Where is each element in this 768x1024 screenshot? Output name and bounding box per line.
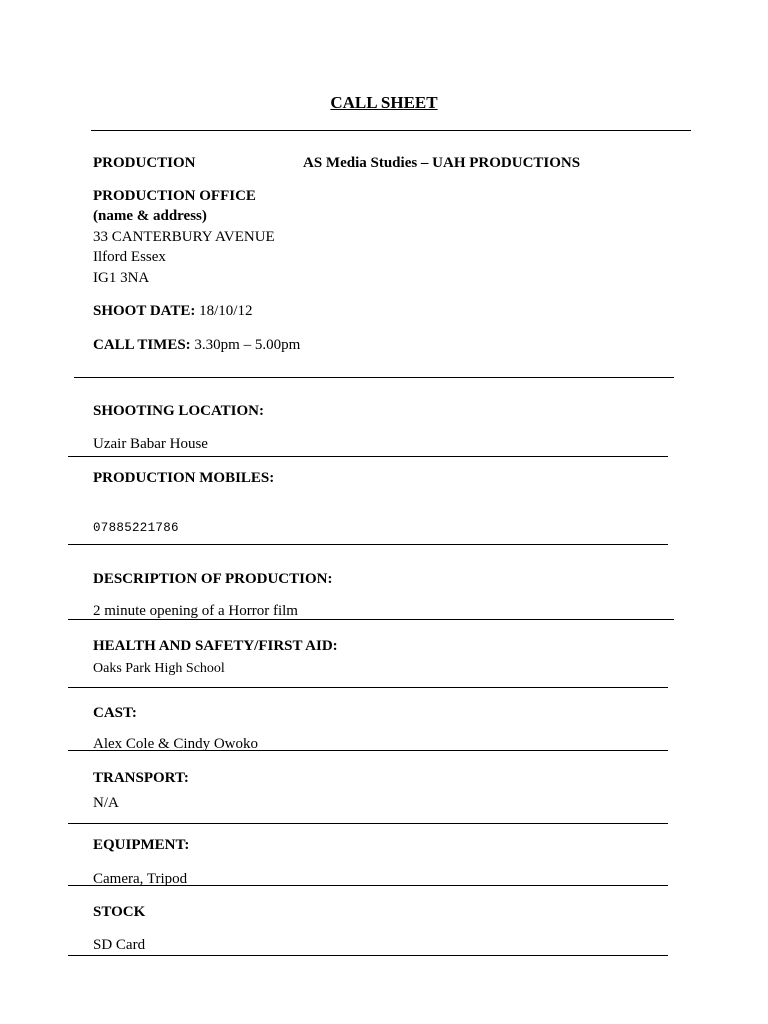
equipment-value: Camera, Tripod xyxy=(93,871,188,887)
shoot-date-label: SHOOT DATE: xyxy=(93,303,196,319)
production-office-label: PRODUCTION OFFICE xyxy=(93,188,256,204)
equipment-label: EQUIPMENT: xyxy=(93,837,190,853)
call-times xyxy=(93,336,300,354)
divider xyxy=(91,130,691,131)
divider xyxy=(68,687,668,688)
shoot-date-value: 18/10/12 xyxy=(199,303,253,319)
divider xyxy=(68,750,668,751)
address-line-2: Ilford Essex xyxy=(93,249,166,265)
production-office-sublabel: (name & address) xyxy=(93,208,207,224)
production-mobiles-value: 07885221786 xyxy=(93,521,179,535)
divider xyxy=(68,544,668,545)
divider xyxy=(68,823,668,824)
production-value: AS Media Studies – UAH PRODUCTIONS xyxy=(303,155,581,171)
health-safety-label: HEALTH AND SAFETY/FIRST AID: xyxy=(93,638,338,654)
stock-value: SD Card xyxy=(93,937,146,953)
call-times-label: CALL TIMES: xyxy=(93,337,191,353)
page-title: CALL SHEET xyxy=(330,93,438,112)
divider xyxy=(74,377,674,378)
divider xyxy=(68,456,668,457)
divider xyxy=(68,619,674,620)
shoot-date xyxy=(93,302,252,320)
shooting-location-value: Uzair Babar House xyxy=(93,436,208,452)
health-safety-value: Oaks Park High School xyxy=(93,661,225,676)
description-value: 2 minute opening of a Horror film xyxy=(93,603,298,619)
divider xyxy=(68,955,668,956)
cast-label: CAST: xyxy=(93,705,137,721)
transport-label: TRANSPORT: xyxy=(93,770,189,786)
description-label: DESCRIPTION OF PRODUCTION: xyxy=(93,571,333,587)
address-line-3: IG1 3NA xyxy=(93,270,150,286)
transport-value: N/A xyxy=(93,795,119,811)
call-times-value: 3.30pm – 5.00pm xyxy=(194,337,301,353)
address-line-1: 33 CANTERBURY AVENUE xyxy=(93,229,275,245)
shooting-location-label: SHOOTING LOCATION: xyxy=(93,403,264,419)
production-mobiles-label: PRODUCTION MOBILES: xyxy=(93,470,275,486)
divider xyxy=(68,885,668,886)
production-label: PRODUCTION xyxy=(93,155,196,171)
stock-label: STOCK xyxy=(93,904,146,920)
cast-value: Alex Cole & Cindy Owoko xyxy=(93,736,258,752)
